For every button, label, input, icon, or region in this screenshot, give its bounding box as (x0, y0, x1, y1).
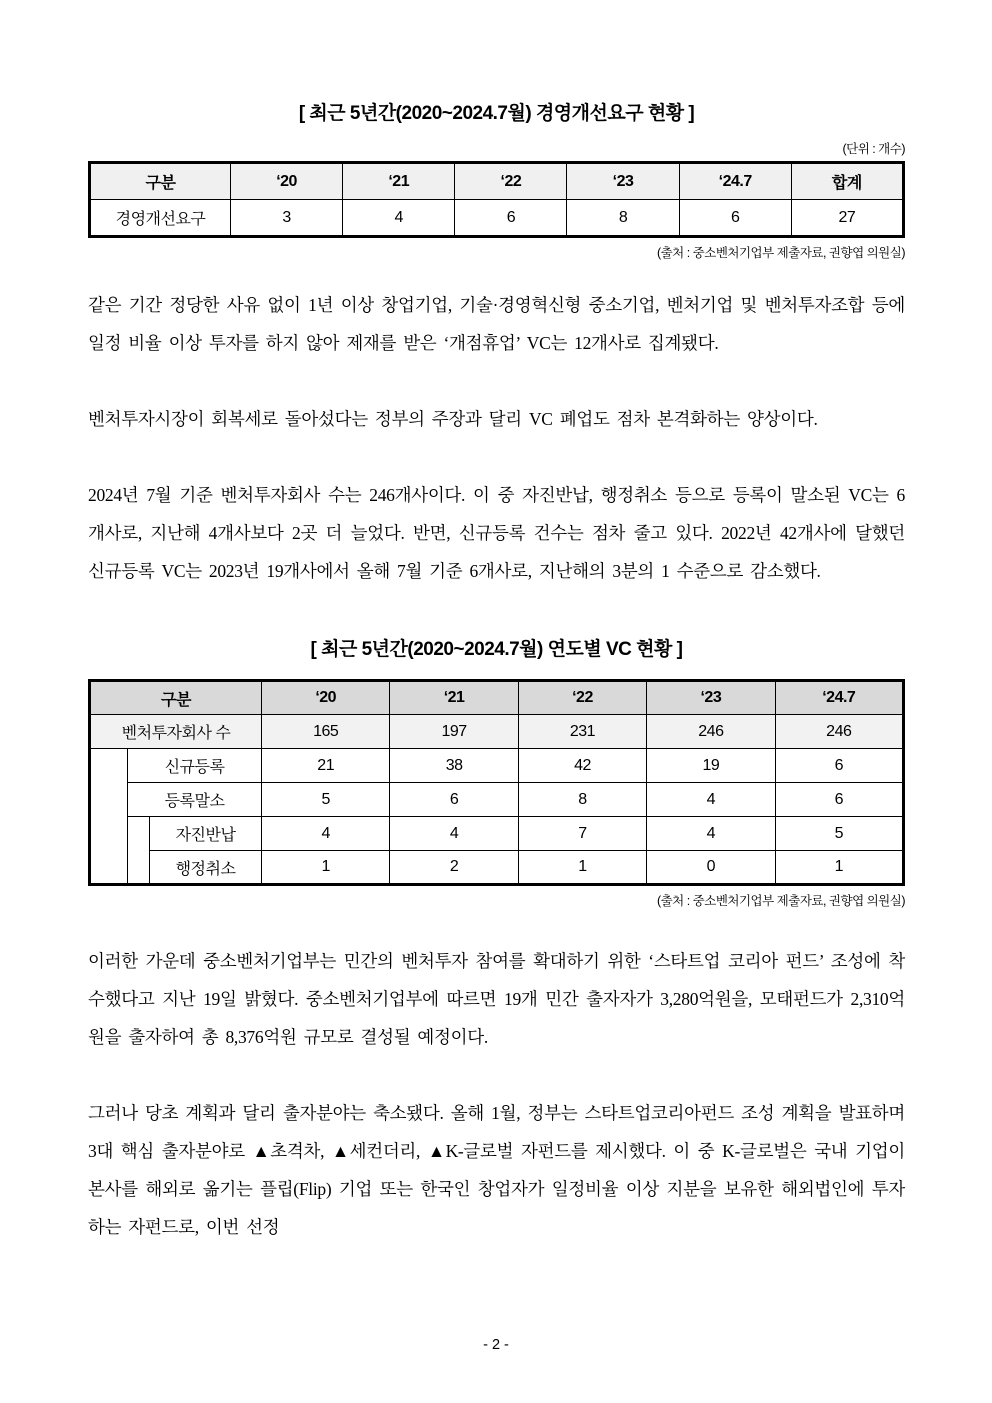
column-header: 구분 (90, 163, 231, 200)
table-cell: 5 (262, 783, 390, 817)
page-number: - 2 - (483, 1337, 509, 1353)
paragraph-5: 그러나 당초 계획과 달리 출자분야는 축소됐다. 올해 1월, 정부는 스타트업코리아펀드 조성 계획을 발표하며 3대 핵심 출자분야로 ▲초격차, ▲세컨더리, ▲K-글로벌 자펀드를 제시했다. 이 중 K-글로벌은 국내 기업이 본사를 해외로 옮기는 플립(Flip) 기업 또는 한국인 창업자가 일정비율 이상 지분을 보유한 해외법인에 투자하는 자펀드로, 이번 선정 (88, 1103, 905, 1237)
table-row-new-registration (90, 749, 904, 783)
table-cell: 1 (262, 851, 390, 885)
column-header: ‘20 (231, 163, 343, 200)
table-cell: 2 (390, 851, 518, 885)
column-header: ‘22 (518, 681, 646, 715)
row-label: 행정취소 (150, 851, 262, 885)
section2-title: [ 최근 5년간(2020~2024.7월) 연도별 VC 현황 ] (310, 639, 683, 660)
table-cell: 246 (775, 715, 903, 749)
table-row-deregistration (90, 783, 904, 817)
section1-title: [ 최근 5년간(2020~2024.7월) 경영개선요구 현황 ] (298, 103, 695, 124)
table-cell: 6 (775, 749, 903, 783)
column-header: ‘24.7 (775, 681, 903, 715)
table-cell: 6 (390, 783, 518, 817)
paragraph-1: 같은 기간 정당한 사유 없이 1년 이상 창업기업, 기술·경영혁신형 중소기업, 벤처기업 및 벤처투자조합 등에 일정 비율 이상 투자를 하지 않아 제재를 받은 ‘개점휴업’ VC는 12개사로 집계됐다. (88, 295, 905, 353)
column-header: 구분 (90, 681, 262, 715)
table-cell: 42 (518, 749, 646, 783)
table-row (90, 200, 904, 237)
table-cell: 246 (647, 715, 775, 749)
table-cell: 1 (775, 851, 903, 885)
table-vc-status (88, 679, 905, 886)
table-cell: 38 (390, 749, 518, 783)
table-cell: 3 (231, 200, 343, 237)
table-cell: 7 (518, 817, 646, 851)
column-header: ‘22 (455, 163, 567, 200)
row-label: 경영개선요구 (90, 200, 231, 237)
table-cell: 231 (518, 715, 646, 749)
column-header: ‘20 (262, 681, 390, 715)
table-cell: 1 (518, 851, 646, 885)
table-cell: 8 (567, 200, 679, 237)
indent-cell (90, 749, 128, 885)
table-cell: 19 (647, 749, 775, 783)
column-header: ‘21 (343, 163, 455, 200)
row-label: 신규등록 (128, 749, 262, 783)
row-label: 자진반납 (150, 817, 262, 851)
paragraph-2: 벤처투자시장이 회복세로 돌아섰다는 정부의 주장과 달리 VC 폐업도 점차 본격화하는 양상이다. (88, 409, 818, 429)
table-row-voluntary-return (90, 817, 904, 851)
paragraph-4: 이러한 가운데 중소벤처기업부는 민간의 벤처투자 참여를 확대하기 위한 ‘스타트업 코리아 펀드’ 조성에 착수했다고 지난 19일 밝혔다. 중소벤처기업부에 따르면 19개 민간 출자자가 3,280억원을, 모태펀드가 2,310억원을 출자하여 총 8,376억원 규모로 결성될 예정이다. (88, 951, 905, 1047)
source-note: (출처 : 중소벤처기업부 제출자료, 권향엽 의원실) (656, 246, 905, 260)
column-header: ‘24.7 (679, 163, 791, 200)
table-cell: 8 (518, 783, 646, 817)
table-cell: 4 (647, 817, 775, 851)
source-note: (출처 : 중소벤처기업부 제출자료, 권향엽 의원실) (656, 894, 905, 908)
table-row-administrative-cancellation (90, 851, 904, 885)
table-cell: 4 (647, 783, 775, 817)
column-header: ‘23 (647, 681, 775, 715)
table-cell: 4 (262, 817, 390, 851)
indent-cell (128, 817, 150, 885)
table-cell: 6 (455, 200, 567, 237)
table-cell: 6 (679, 200, 791, 237)
table-management-improvement (88, 161, 905, 238)
table-header-row (90, 163, 904, 200)
table-cell: 5 (775, 817, 903, 851)
table-cell: 4 (343, 200, 455, 237)
unit-note: (단위 : 개수) (842, 142, 905, 156)
table-row-vc-count (90, 715, 904, 749)
table-cell: 4 (390, 817, 518, 851)
column-header: ‘21 (390, 681, 518, 715)
paragraph-3: 2024년 7월 기준 벤처투자회사 수는 246개사이다. 이 중 자진반납, 행정취소 등으로 등록이 말소된 VC는 6개사로, 지난해 4개사보다 2곳 더 늘었다. 반면, 신규등록 건수는 점차 줄고 있다. 2022년 42개사에 달했던 신규등록 VC는 2023년 19개사에서 올해 7월 기준 6개사로, 지난해의 3분의 1 수준으로 감소했다. (88, 485, 905, 581)
table-cell: 165 (262, 715, 390, 749)
table-cell: 27 (791, 200, 903, 237)
column-header: ‘23 (567, 163, 679, 200)
table-cell: 6 (775, 783, 903, 817)
row-label: 등록말소 (128, 783, 262, 817)
row-label: 벤처투자회사 수 (90, 715, 262, 749)
table-header-row (90, 681, 904, 715)
table-cell: 21 (262, 749, 390, 783)
table-cell: 0 (647, 851, 775, 885)
table-cell: 197 (390, 715, 518, 749)
column-header: 합계 (791, 163, 903, 200)
